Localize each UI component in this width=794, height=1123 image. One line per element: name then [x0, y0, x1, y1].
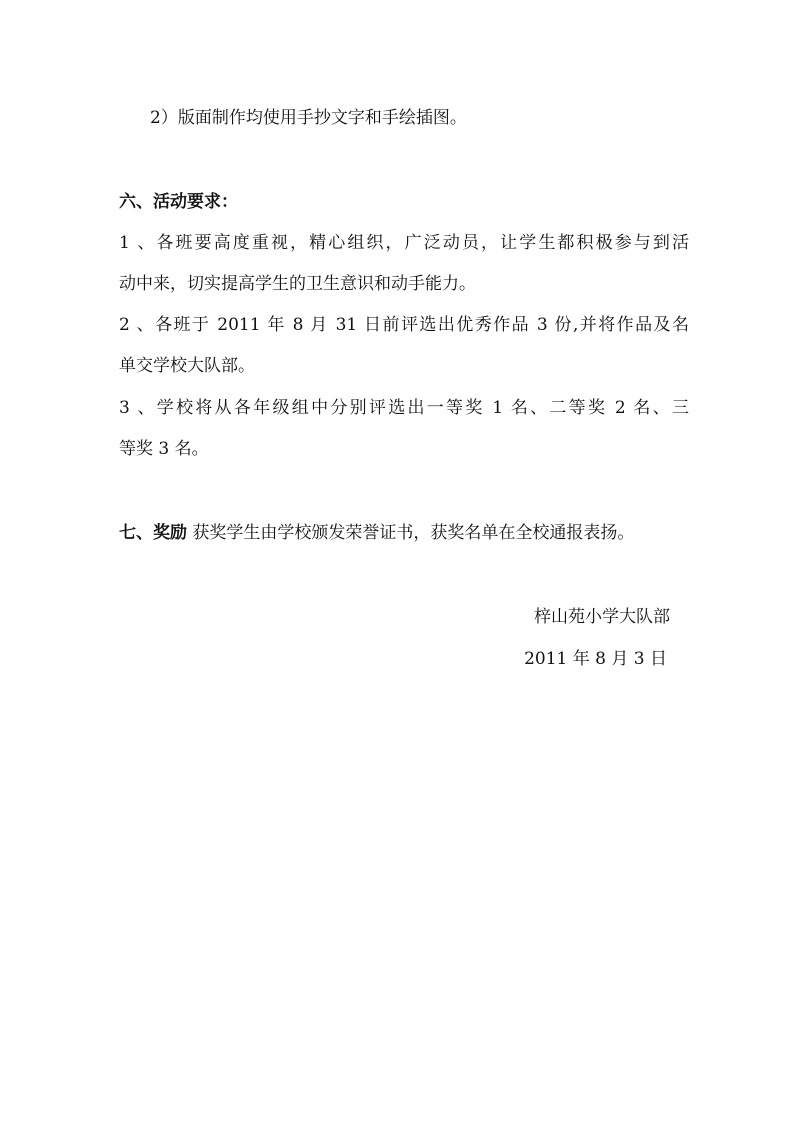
section-7-heading: 七、奖励 — [119, 523, 187, 543]
section-7-text: 获奖学生由学校颁发荣誉证书，获奖名单在全校通报表扬。 — [187, 523, 635, 543]
requirement-3-line-2: 等奖 3 名。 — [119, 439, 209, 459]
section-7-paragraph — [119, 522, 689, 544]
signature-date: 2011 年 8 月 3 日 — [524, 649, 667, 669]
requirement-1-line-1: 1 、各班要高度重视，精心组织，广泛动员，让学生都积极参与到活 — [119, 233, 689, 253]
signature-organization: 梓山苑小学大队部 — [534, 607, 670, 627]
requirement-2-line-1: 2 、各班于 2011 年 8 月 31 日前评选出优秀作品 3 份,并将作品及名 — [119, 315, 689, 335]
requirement-2-line-2: 单交学校大队部。 — [119, 356, 255, 376]
requirement-1-line-2: 动中来，切实提高学生的卫生意识和动手能力。 — [119, 274, 476, 294]
item-2-text: 2）版面制作均使用手抄文字和手绘插图。 — [150, 108, 467, 128]
section-6-heading: 六、活动要求： — [119, 192, 238, 212]
requirement-3-line-1: 3 、学校将从各年级组中分别评选出一等奖 1 名、二等奖 2 名、三 — [119, 398, 689, 418]
